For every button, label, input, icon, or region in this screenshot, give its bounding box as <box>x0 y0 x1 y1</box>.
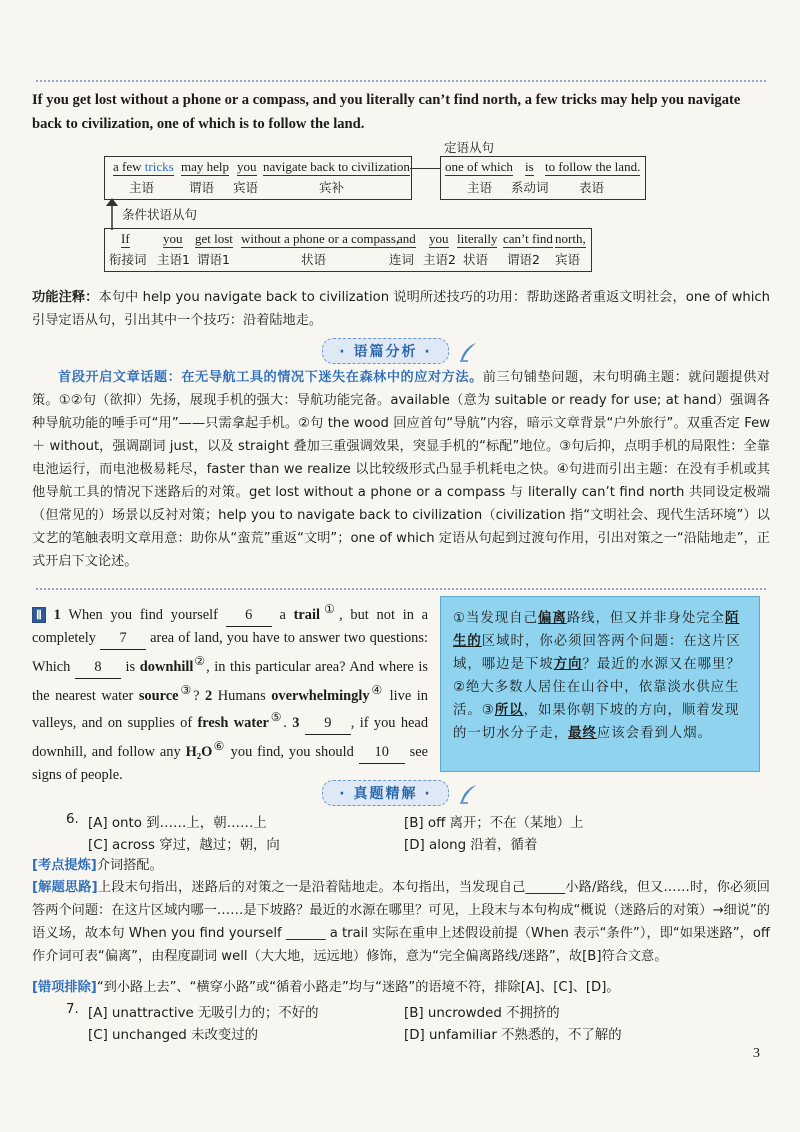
trans-span: 区域时，你必须回答两个问题：在这片区域，哪边是下坡 <box>453 634 741 672</box>
word-fresh-water: fresh water <box>197 715 269 732</box>
q6-option-b[interactable]: [B] off 离开；不在（某地）上 <box>404 816 584 831</box>
cond-role-1: 主语1 <box>157 252 190 267</box>
attr-part-verb: is <box>525 159 534 174</box>
trans-span: ，如果你朝下坡的方向，顺着发现的一切水分子走， <box>453 703 740 741</box>
trans-key: 陌生的 <box>453 611 740 649</box>
section-exam-solutions <box>0 780 800 806</box>
q6-option-a[interactable]: [A] onto 到……上，朝……上 <box>88 816 267 831</box>
main-part-object: you <box>237 159 257 174</box>
blank-7[interactable]: 7 <box>100 627 146 650</box>
cond-role-2: 谓语1 <box>197 252 230 267</box>
cond-part-subject2: you <box>429 231 449 246</box>
q6-option-d[interactable]: [D] along 沿着，循着 <box>404 838 538 853</box>
english-sentence: If you get lost without a phone or a compass, and you literally can’t find north, a few tricks may help you navigate back to civilization, one of which is to follow the land. <box>32 92 741 132</box>
section1-title: · 语篇分析 · <box>322 338 448 364</box>
trans-key: 最终 <box>568 726 597 741</box>
attr-part-subject: one of which <box>445 159 513 174</box>
kaodian-text: 介词搭配。 <box>96 858 163 873</box>
cond-part-and: and <box>397 231 416 246</box>
connector-line <box>410 168 440 169</box>
marker-3: 3 <box>292 715 300 732</box>
mid-divider <box>36 588 766 590</box>
page-number: 3 <box>753 1046 760 1061</box>
function-note-text: 本句中 help you navigate back to civilization 说明所述技巧的功用：帮助迷路者重返文明社会，one of which 引导定语从句，引出其中一个技巧：沿着陆地走。 <box>32 290 771 328</box>
main-part-complement: navigate back to civilization <box>263 159 410 174</box>
marker-1: 1 <box>53 606 61 623</box>
passage-text <box>32 598 428 786</box>
note-ref: ⑤ <box>268 710 284 725</box>
q7-option-d[interactable]: [D] unfamiliar 不熟悉的，不了解的 <box>404 1028 622 1043</box>
analysis-body: 前三句铺垫问题，末句明确主题：就问题提供对策。①②句（欲抑）先扬，展现手机的强大：导航功能完备。available（意为 suitable or ready for use; at hand）强调各种导航功能的唾手可“用”——只需拿起手机。②句 the wood 回应首句“导航”内容，暗示文章背景“户外旅行”。双重否定 Few ＋ without，强调副词 just，以及 straight 叠加三重强调效果，突显手机的“标配”地位。③句后抑，点明手机的局限性：全靠电池运行，而电池极易耗尽，faster than we realize 以比较级形式凸显手机耗电之快。④句进而引出主题：在没有手机或其他导航工具的情况下迷路后的对策。get lost without a phone or a compass 与 literally can’t find north 共同设定极端（但常见的）场景以反衬对策；help you to navigate back to civilization（civilization 指“文明社会、现代生活环境”）以文艺的笔触表明文章用意：助你从“蛮荒”重返“文明”；one of which 定语从句起到过渡句作用，引出对策之一“沿陆地走”，正式开启下文论述。 <box>32 370 770 569</box>
jieti-text: 上段末句指出，迷路后的对策之一是沿着陆地走。本句指出，当发现自己______小路/路线，但又……时，你必须回答两个问题：在这片区域内哪一……是下坡路？最近的水源在哪里？可见，上段末与本句构成“概说（迷路后的对策）→细说”的语义场，故本句 When you find yourself ______ a trail 实际在重申上述假设前提（When 表示“条件”），即“如果迷路”，off 作介词可表“偏离”，由程度副词 well（大大地，远远地）修饰，意为“完全偏离路线/迷路”，故[B]符合文意。 <box>32 880 770 964</box>
word-h2o: H₂O <box>185 743 213 760</box>
jieti-label: [解题思路] <box>32 880 98 895</box>
main-role-complement: 宾补 <box>319 180 345 195</box>
note-ref: ④ <box>369 682 385 697</box>
passage-span: When you find yourself <box>68 606 218 623</box>
blank-6[interactable]: 6 <box>226 604 272 627</box>
cond-part-literally: literally <box>457 231 498 246</box>
trans-span: ？最近的水源又在哪里？②绝大多数人居住在山谷中，依靠淡水供应生活。③ <box>453 657 741 718</box>
passage-span: , but not in a completely <box>32 606 429 646</box>
cond-part-subject1: you <box>163 231 183 246</box>
q7-option-a[interactable]: [A] unattractive 无吸引力的；不好的 <box>88 1006 319 1021</box>
word-trail: trail <box>293 606 320 623</box>
cond-role-8: 宾语 <box>555 252 581 267</box>
analysis-paragraph <box>32 366 770 573</box>
main-part-verb: may help <box>181 159 230 174</box>
passage-span: you find, you should <box>230 743 354 760</box>
arrow-up-icon <box>104 198 120 230</box>
word-overwhelmingly: overwhelmingly <box>271 687 370 704</box>
analysis-lead: 首段开启文章话题：在无导航工具的情况下迷失在森林中的应对方法。 <box>58 370 483 385</box>
cond-role-7: 谓语2 <box>507 252 540 267</box>
function-note-label: 功能注释： <box>32 290 99 305</box>
attr-part-predicative: to follow the land. <box>545 159 641 174</box>
section2-title: · 真题精解 · <box>322 780 448 806</box>
cond-role-6: 状语 <box>463 252 489 267</box>
q6-option-c[interactable]: [C] across 穿过，越过；朝，向 <box>88 838 280 853</box>
cuoxiang <box>32 976 770 999</box>
conditional-box <box>104 228 592 272</box>
jieti <box>32 876 770 968</box>
passage-span: , if you head downhill, and follow any <box>32 715 429 760</box>
main-role-verb: 谓语 <box>189 180 215 195</box>
section-discourse-analysis <box>0 338 800 364</box>
main-clause-box <box>104 156 412 200</box>
translation-box <box>440 596 760 772</box>
function-note <box>32 286 770 332</box>
cuoxiang-text: “到小路上去”、“横穿小路”或“循着小路走”均与“迷路”的语境不符，排除[A]、[C]、[D]。 <box>96 980 620 995</box>
passage-span: live in valleys, and on supplies of <box>32 687 428 732</box>
cond-part-verb2: can’t find <box>503 231 553 246</box>
word-downhill: downhill <box>139 658 194 675</box>
q6-number: 6. <box>66 812 79 827</box>
kaodian-label: [考点提炼] <box>32 858 97 873</box>
cond-role-3: 状语 <box>301 252 327 267</box>
trans-span: ①当发现自己 <box>453 611 538 626</box>
kaodian <box>32 854 770 877</box>
trans-key: 方向 <box>553 657 583 672</box>
quill-icon <box>458 342 478 362</box>
passage-span: see signs of people. <box>32 743 429 783</box>
attributive-label: 定语从句 <box>444 140 495 155</box>
attr-role-verb: 系动词 <box>511 180 549 195</box>
blank-8[interactable]: 8 <box>75 656 121 679</box>
passage-span: is <box>125 658 136 675</box>
trans-span: 路线，但又并非身处完全 <box>566 611 726 626</box>
note-ref: ③ <box>178 682 194 697</box>
trans-span: 应该会看到人烟。 <box>596 726 713 741</box>
passage-span: . <box>283 715 287 732</box>
cond-part-if: If <box>121 231 130 246</box>
passage-span: , in this particular area? And where is the nearest water <box>32 658 428 704</box>
trans-key: 偏离 <box>537 611 567 626</box>
main-role-object: 宾语 <box>233 180 259 195</box>
passage-span: a <box>279 606 286 623</box>
cond-part-object: north, <box>555 231 586 246</box>
q7-option-c[interactable]: [C] unchanged 未改变过的 <box>88 1028 259 1043</box>
blank-10[interactable]: 10 <box>359 741 405 764</box>
cond-part-adverbial: without a phone or a compass, <box>241 231 400 246</box>
word-tricks: tricks <box>144 159 174 174</box>
main-part-subject: a few tricks <box>113 159 174 174</box>
passage-span: ? <box>193 687 200 704</box>
cond-role-0: 衔接词 <box>109 252 147 267</box>
trans-key: 所以 <box>494 703 524 718</box>
cuoxiang-label: [错项排除] <box>32 980 97 995</box>
note-ref: ① <box>319 602 340 616</box>
quill-icon <box>458 784 478 804</box>
word-source: source <box>138 687 179 704</box>
q7-option-b[interactable]: [B] uncrowded 不拥挤的 <box>404 1006 560 1021</box>
note-ref: ⑥ <box>212 739 226 754</box>
attr-role-predicative: 表语 <box>579 180 605 195</box>
attr-role-subject: 主语 <box>467 180 493 195</box>
conditional-label: 条件状语从句 <box>122 207 198 222</box>
passage-span: Humans <box>217 687 266 704</box>
blank-9[interactable]: 9 <box>305 712 351 735</box>
marker-2: 2 <box>205 687 213 704</box>
cond-role-4: 连词 <box>389 252 415 267</box>
main-role-subject: 主语 <box>129 180 155 195</box>
cond-part-verb1: get lost <box>195 231 233 246</box>
passage-span: area of land, you have to answer two questions: Which <box>32 629 428 675</box>
cond-role-5: 主语2 <box>423 252 456 267</box>
section-marker: Ⅱ <box>32 607 46 623</box>
note-ref: ② <box>193 653 207 668</box>
top-divider <box>36 80 766 82</box>
attributive-box <box>440 156 646 200</box>
q7-number: 7. <box>66 1002 79 1017</box>
